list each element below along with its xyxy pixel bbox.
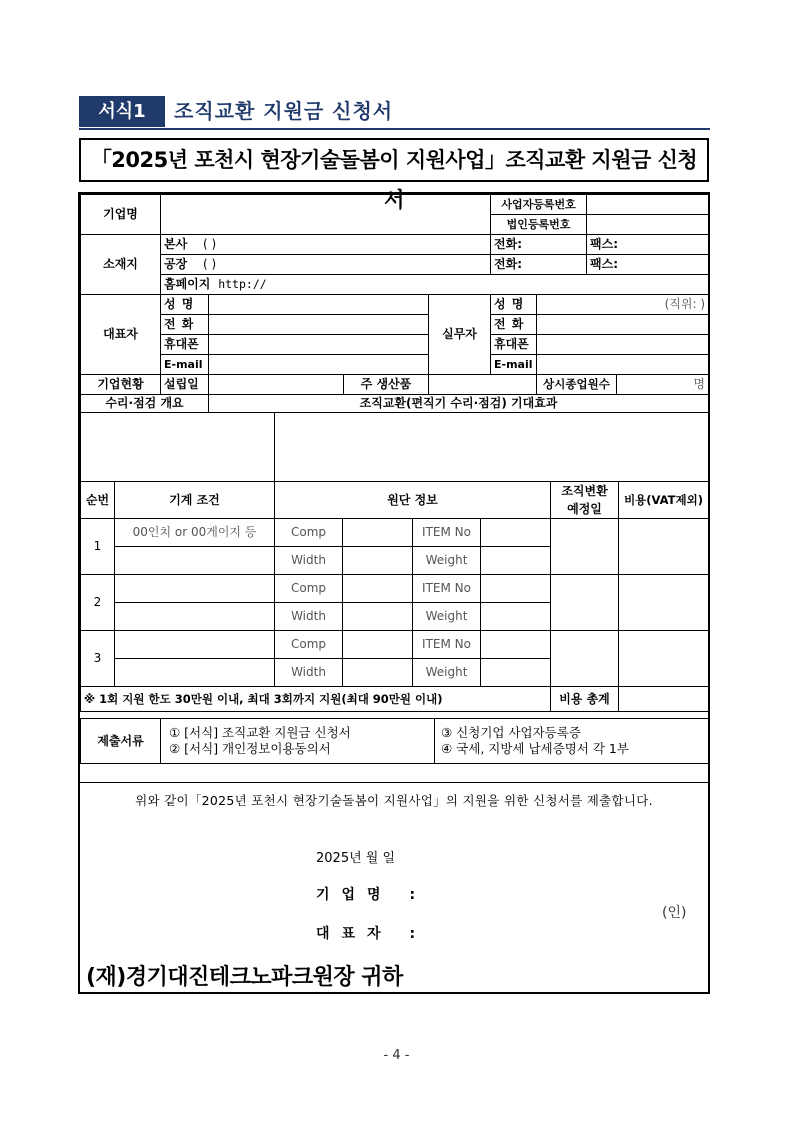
- application-form: [78, 192, 710, 994]
- staff-phone-input[interactable]: [537, 315, 709, 335]
- col-fabric-header: 원단 정보: [275, 482, 551, 519]
- total-cost-input[interactable]: [619, 687, 709, 712]
- row2-condition-input-2[interactable]: [115, 603, 275, 631]
- row2-no: 2: [81, 575, 115, 631]
- row2-cost-input[interactable]: [619, 575, 709, 631]
- row3-weight-label: Weight: [413, 659, 481, 687]
- contact-table: [80, 294, 709, 375]
- rep-name-label: 성 명: [161, 295, 209, 315]
- row1-item-input[interactable]: [481, 519, 551, 547]
- row3-no: 3: [81, 631, 115, 687]
- factory-phone-label: 전화:: [491, 255, 587, 275]
- corp-reg-label: 법인등록번호: [491, 215, 587, 235]
- row1-condition-input[interactable]: 00인치 or 00게이지 등: [115, 519, 275, 547]
- documents-label: 제출서류: [81, 719, 161, 764]
- signature-company-label: 기업명 :: [316, 887, 428, 903]
- col-date-header: [551, 482, 619, 519]
- row2-condition-input[interactable]: [115, 575, 275, 603]
- row2-date-input[interactable]: [551, 575, 619, 631]
- main-title: 「2025년 포천시 현장기술돌봄이 지원사업」조직교환 지원금 신청서: [79, 138, 709, 182]
- biz-reg-label: 사업자등록번호: [491, 195, 587, 215]
- row2-weight-input[interactable]: [481, 603, 551, 631]
- staff-label: 실무자: [429, 295, 491, 375]
- row2-item-label: ITEM No: [413, 575, 481, 603]
- col-date-header-line2: 예정일: [567, 502, 602, 516]
- factory-fax-label: 팩스:: [587, 255, 709, 275]
- col-date-header-line1: 조직변환: [561, 484, 608, 498]
- machine-table: [80, 412, 709, 712]
- support-limit-note: ※ 1회 지원 한도 30만원 이내, 최대 3회까지 지원(최대 90만원 이내): [81, 687, 551, 712]
- staff-phone-label: 전 화: [491, 315, 537, 335]
- row1-item-label: ITEM No: [413, 519, 481, 547]
- rep-mobile-input[interactable]: [209, 335, 429, 355]
- row3-width-label: Width: [275, 659, 343, 687]
- documents-right: [435, 719, 709, 764]
- row3-weight-input[interactable]: [481, 659, 551, 687]
- row1-width-input[interactable]: [343, 547, 413, 575]
- company-name-label: 기업명: [81, 195, 161, 235]
- row3-comp-label: Comp: [275, 631, 343, 659]
- location-label: 소재지: [81, 235, 161, 295]
- row3-width-input[interactable]: [343, 659, 413, 687]
- row3-item-label: ITEM No: [413, 631, 481, 659]
- documents-table: [80, 718, 709, 764]
- staff-email-label: E-mail: [491, 355, 537, 375]
- row1-width-label: Width: [275, 547, 343, 575]
- biz-reg-input[interactable]: [587, 195, 709, 215]
- company-name-input[interactable]: [161, 195, 491, 235]
- homepage-input[interactable]: [161, 275, 709, 295]
- factory-address-input[interactable]: [161, 255, 491, 275]
- row1-date-input[interactable]: [551, 519, 619, 575]
- company-status-table: [80, 374, 709, 413]
- row2-comp-input[interactable]: [343, 575, 413, 603]
- status-label: 기업현황: [81, 375, 161, 395]
- rep-phone-input[interactable]: [209, 315, 429, 335]
- homepage-value: http://: [218, 277, 267, 291]
- hq-fax-label: 팩스:: [587, 235, 709, 255]
- form-heading: 조직교환 지원금 신청서: [174, 99, 394, 123]
- repair-overview-input[interactable]: [81, 413, 275, 482]
- row1-condition-input-2[interactable]: [115, 547, 275, 575]
- row1-weight-label: Weight: [413, 547, 481, 575]
- row3-comp-input[interactable]: [343, 631, 413, 659]
- col-cost-header: 비용(VAT제외): [619, 482, 709, 519]
- row2-comp-label: Comp: [275, 575, 343, 603]
- document-item: ④ 국세, 지방세 납세증명서 각 1부: [441, 741, 629, 756]
- staff-position-input[interactable]: (직위: ): [537, 295, 709, 315]
- employees-label: 상시종업원수: [537, 375, 617, 395]
- signature-rep-label: 대표자 :: [316, 926, 428, 942]
- hq-label: 본사: [164, 237, 188, 251]
- total-cost-label: 비용 총계: [551, 687, 619, 712]
- row1-weight-input[interactable]: [481, 547, 551, 575]
- declaration-text: 위와 같이「2025년 포천시 현장기술돌봄이 지원사업」의 지원을 위한 신청서를 제출합니다.: [135, 793, 653, 808]
- page-number: - 4 -: [383, 1048, 410, 1063]
- col-condition-header: 기계 조건: [115, 482, 275, 519]
- row3-cost-input[interactable]: [619, 631, 709, 687]
- rep-email-input[interactable]: [209, 355, 429, 375]
- company-info-table: [80, 194, 709, 295]
- documents-left: [161, 719, 435, 764]
- rep-label: 대표자: [81, 295, 161, 375]
- product-label: 주 생산품: [344, 375, 429, 395]
- heading-rule: [79, 128, 710, 130]
- rep-mobile-label: 휴대폰: [161, 335, 209, 355]
- effect-label: 조직교환(편직기 수리·점검) 기대효과: [209, 395, 709, 413]
- rep-email-label: E-mail: [161, 355, 209, 375]
- addressee: (재)경기대진테크노파크원장 귀하: [86, 965, 403, 990]
- seal-mark: (인): [662, 905, 687, 921]
- hq-phone-label: 전화:: [491, 235, 587, 255]
- factory-label: 공장: [164, 257, 188, 271]
- repair-overview-label: 수리·점검 개요: [81, 395, 209, 413]
- row2-weight-label: Weight: [413, 603, 481, 631]
- product-input[interactable]: [429, 375, 537, 395]
- row3-condition-input-2[interactable]: [115, 659, 275, 687]
- homepage-label: 홈페이지: [164, 277, 211, 291]
- document-item: ① [서식] 조직교환 지원금 신청서: [169, 725, 351, 740]
- factory-paren: ( ): [203, 257, 217, 271]
- col-no-header: 순번: [81, 482, 115, 519]
- declaration-date[interactable]: 2025년 월 일: [316, 851, 396, 866]
- document-item: ③ 신청기업 사업자등록증: [441, 725, 581, 740]
- staff-name-label: 성 명: [491, 295, 537, 315]
- row2-item-input[interactable]: [481, 575, 551, 603]
- staff-mobile-label: 휴대폰: [491, 335, 537, 355]
- rep-phone-label: 전 화: [161, 315, 209, 335]
- row1-comp-label: Comp: [275, 519, 343, 547]
- row3-date-input[interactable]: [551, 631, 619, 687]
- founded-label: 설립일: [161, 375, 209, 395]
- hq-address-input[interactable]: [161, 235, 491, 255]
- employees-input[interactable]: 명: [617, 375, 709, 395]
- founded-input[interactable]: [209, 375, 344, 395]
- staff-email-input[interactable]: [537, 355, 709, 375]
- form-number-tag: 서식1: [79, 96, 165, 127]
- row1-no: 1: [81, 519, 115, 575]
- hq-paren: ( ): [203, 237, 217, 251]
- staff-mobile-input[interactable]: [537, 335, 709, 355]
- rep-name-input[interactable]: [209, 295, 429, 315]
- row2-width-input[interactable]: [343, 603, 413, 631]
- effect-input[interactable]: [275, 413, 709, 482]
- row1-comp-input[interactable]: [343, 519, 413, 547]
- corp-reg-input[interactable]: [587, 215, 709, 235]
- document-item: ② [서식] 개인정보이용동의서: [169, 741, 331, 756]
- row3-condition-input[interactable]: [115, 631, 275, 659]
- row3-item-input[interactable]: [481, 631, 551, 659]
- row2-width-label: Width: [275, 603, 343, 631]
- row1-cost-input[interactable]: [619, 519, 709, 575]
